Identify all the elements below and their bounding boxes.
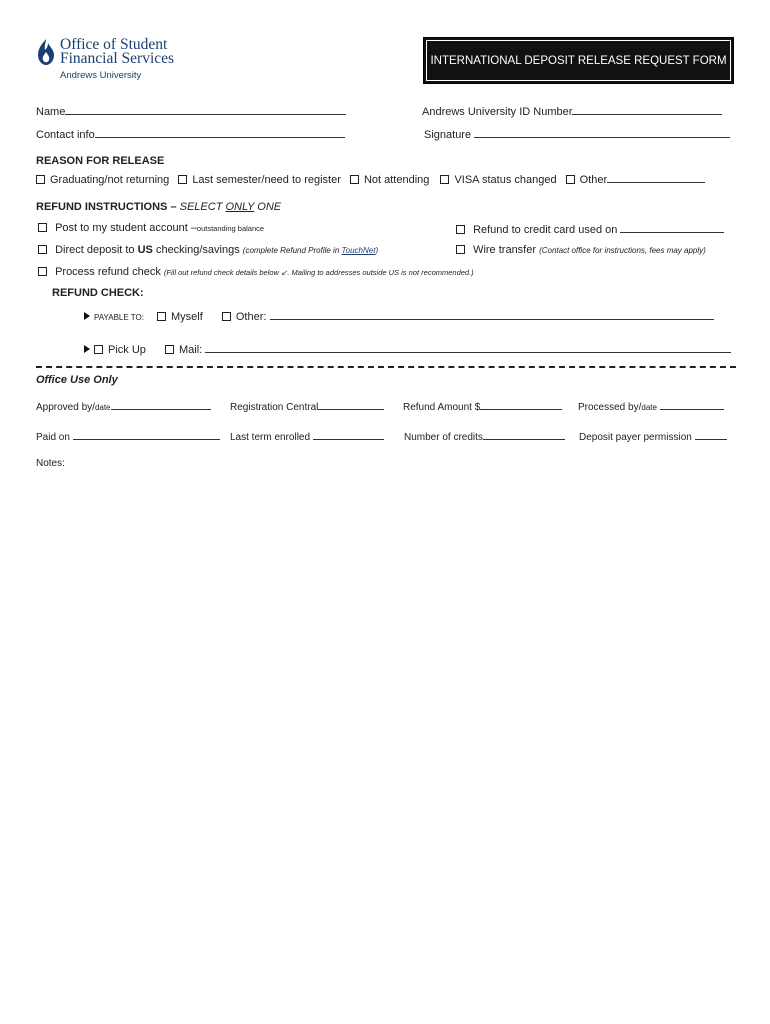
notes-label: Notes: [36,458,65,469]
option-direct-deposit[interactable]: Direct deposit to US checking/savings (complete Refund Profile in TouchNet) [38,244,378,256]
payable-to-label: PAYABLE TO: [94,313,144,322]
registration-central-field[interactable]: Registration Central [230,399,384,413]
deposit-payer-input-line[interactable] [695,429,727,440]
reason-options [36,172,705,186]
checkbox[interactable] [456,225,465,234]
reason-option-other[interactable]: Other [566,174,706,186]
checkbox[interactable] [94,345,103,354]
checkbox[interactable] [566,175,575,184]
office-use-heading: Office Use Only [36,374,118,386]
registration-input-line[interactable] [318,399,384,410]
reason-option-last-semester[interactable]: Last semester/need to register [178,174,341,186]
processed-by-field[interactable]: Processed by/date [578,399,724,413]
checkbox[interactable] [440,175,449,184]
contact-input-line[interactable] [95,127,345,138]
payable-other-option[interactable]: Other: [222,311,714,323]
refund-heading: REFUND INSTRUCTIONS – SELECT ONLY ONE [36,201,282,213]
touchnet-link[interactable]: TouchNet [341,246,376,255]
id-input-line[interactable] [572,104,722,115]
signature-field[interactable] [424,127,730,141]
credits-input-line[interactable] [483,429,565,440]
payable-other-input-line[interactable] [270,309,714,320]
name-label: Name [36,106,66,118]
triangle-right-icon [84,345,90,353]
org-line-2: Financial Services [60,50,175,67]
reason-option-graduating[interactable]: Graduating/not returning [36,174,169,186]
reason-option-not-attending[interactable]: Not attending [350,174,429,186]
triangle-right-icon [84,312,90,320]
refund-amount-field[interactable]: Refund Amount $ [403,399,562,413]
checkbox[interactable] [38,223,47,232]
flame-logo-icon [36,38,56,66]
last-term-input-line[interactable] [313,429,384,440]
checkbox[interactable] [350,175,359,184]
option-wire-transfer[interactable]: Wire transfer (Contact office for instructions, fees may apply) [456,244,706,256]
org-subtitle: Andrews University [60,70,142,81]
delivery-row [84,342,731,356]
checkbox[interactable] [36,175,45,184]
payable-to-row [84,309,714,323]
org-line-1: Office of Student [60,36,168,53]
mail-option[interactable]: Mail: [165,344,731,356]
paid-on-input-line[interactable] [73,429,220,440]
payable-myself-option[interactable]: Myself [157,311,203,323]
mail-input-line[interactable] [205,342,731,353]
option-credit-card[interactable]: Refund to credit card used on [456,222,724,236]
refund-check-heading: REFUND CHECK: [52,287,144,299]
pickup-option[interactable]: Pick Up [94,344,146,356]
id-label: Andrews University ID Number [422,106,573,118]
processed-input-line[interactable] [660,399,724,410]
signature-label: Signature [424,129,472,141]
id-field[interactable] [422,104,722,118]
checkbox[interactable] [456,245,465,254]
name-field[interactable] [36,104,346,118]
name-input-line[interactable] [65,104,346,115]
credits-field[interactable]: Number of credits [404,429,565,443]
credit-card-input-line[interactable] [620,222,724,233]
form-title: INTERNATIONAL DEPOSIT RELEASE REQUEST FORM [430,54,727,67]
checkbox[interactable] [38,267,47,276]
approved-input-line[interactable] [111,399,211,410]
refund-amount-input-line[interactable] [480,399,562,410]
contact-field[interactable] [36,127,345,141]
paid-on-field[interactable]: Paid on [36,429,220,443]
checkbox[interactable] [178,175,187,184]
signature-input-line[interactable] [474,127,730,138]
checkbox[interactable] [157,312,166,321]
checkbox[interactable] [38,245,47,254]
other-input-line[interactable] [607,172,705,183]
contact-label: Contact info [36,129,95,141]
org-name [60,38,174,66]
checkbox[interactable] [222,312,231,321]
option-post-to-account[interactable]: Post to my student account –outstanding balance [38,222,264,234]
deposit-payer-field[interactable]: Deposit payer permission [579,429,727,443]
checkbox[interactable] [165,345,174,354]
option-refund-check[interactable]: Process refund check (Fill out refund check details below ↙. Mailing to addresses outside US is not recommended.) [38,266,474,278]
last-term-field[interactable]: Last term enrolled [230,429,384,443]
reason-option-visa[interactable]: VISA status changed [440,174,556,186]
reason-heading: REASON FOR RELEASE [36,155,165,167]
section-divider [36,366,736,368]
approved-by-field[interactable]: Approved by/date [36,399,211,413]
form-title-box [423,37,734,84]
